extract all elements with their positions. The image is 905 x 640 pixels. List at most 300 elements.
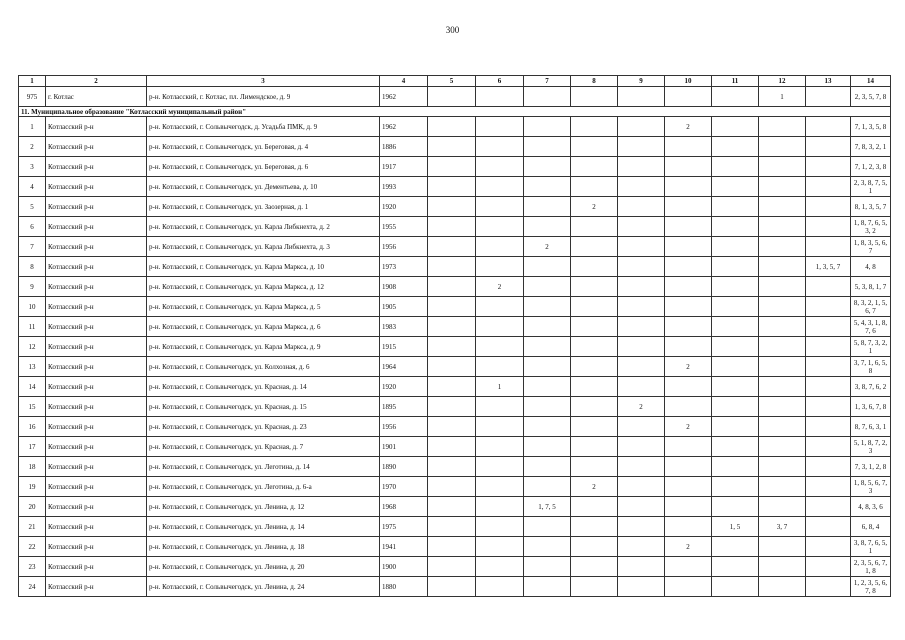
cell-col-8 [571,177,618,197]
cell-col-8 [571,217,618,237]
cell-col-10 [665,457,712,477]
cell-col-9: 2 [618,397,665,417]
cell-col-8 [571,237,618,257]
cell-col-5 [428,237,476,257]
cell-col-3: р-н. Котласский, г. Сольвычегодск, ул. Карла Либкнехта, д. 2 [147,217,380,237]
cell-col-9 [618,497,665,517]
cell-col-3: р-н. Котласский, г. Сольвычегодск, ул. Красная, д. 7 [147,437,380,457]
cell-col-11 [712,577,759,597]
cell-col-13 [806,87,851,107]
cell-col-5 [428,437,476,457]
table-row [19,237,891,257]
cell-col-11 [712,537,759,557]
column-header-14: 14 [851,76,891,87]
cell-col-14: 7, 3, 1, 2, 8 [851,457,891,477]
table-row [19,337,891,357]
cell-col-13 [806,497,851,517]
cell-col-1: 6 [19,217,46,237]
cell-col-8 [571,87,618,107]
cell-col-5 [428,87,476,107]
cell-col-7: 1, 7, 5 [524,497,571,517]
cell-col-5 [428,337,476,357]
cell-col-4: 1962 [380,117,428,137]
cell-col-10: 2 [665,537,712,557]
table-row [19,417,891,437]
cell-col-2: Котласский р-н [46,337,147,357]
cell-col-4: 1993 [380,177,428,197]
cell-col-8 [571,257,618,277]
cell-col-11 [712,397,759,417]
cell-col-10: 2 [665,117,712,137]
cell-col-9 [618,537,665,557]
cell-col-11 [712,477,759,497]
cell-col-5 [428,197,476,217]
cell-col-13 [806,197,851,217]
cell-col-14: 7, 1, 3, 5, 8 [851,117,891,137]
cell-col-8 [571,297,618,317]
cell-col-9 [618,297,665,317]
cell-col-12 [759,117,806,137]
page-number: 300 [445,25,460,35]
cell-col-1: 12 [19,337,46,357]
cell-col-7 [524,297,571,317]
cell-col-10 [665,137,712,157]
cell-col-14: 8, 7, 6, 3, 1 [851,417,891,437]
cell-col-10 [665,317,712,337]
cell-col-7 [524,557,571,577]
cell-col-7 [524,357,571,377]
cell-col-11 [712,357,759,377]
cell-col-5 [428,477,476,497]
cell-col-13 [806,297,851,317]
cell-col-13 [806,557,851,577]
cell-col-13 [806,337,851,357]
cell-col-14: 4, 8, 3, 6 [851,497,891,517]
cell-col-9 [618,317,665,337]
cell-col-5 [428,297,476,317]
cell-col-5 [428,577,476,597]
cell-col-7 [524,177,571,197]
cell-col-6 [476,117,524,137]
cell-col-10 [665,177,712,197]
cell-col-3: р-н. Котласский, г. Сольвычегодск, ул. Береговая, д. 4 [147,137,380,157]
cell-col-2: Котласский р-н [46,417,147,437]
cell-col-6 [476,217,524,237]
cell-col-12 [759,457,806,477]
cell-col-14: 1, 8, 3, 5, 6, 7 [851,237,891,257]
table-row [19,357,891,377]
cell-col-6 [476,417,524,437]
cell-col-12 [759,557,806,577]
cell-col-14: 5, 1, 8, 7, 2, 3 [851,437,891,457]
cell-col-13 [806,377,851,397]
column-header-4: 4 [380,76,428,87]
cell-col-6 [476,337,524,357]
cell-col-7 [524,577,571,597]
cell-col-13 [806,157,851,177]
cell-col-13 [806,577,851,597]
cell-col-13 [806,477,851,497]
cell-col-4: 1908 [380,277,428,297]
table-row [19,577,891,597]
cell-col-11 [712,197,759,217]
cell-col-5 [428,557,476,577]
cell-col-14: 1, 3, 6, 7, 8 [851,397,891,417]
cell-col-1: 11 [19,317,46,337]
cell-col-13 [806,177,851,197]
column-header-6: 6 [476,76,524,87]
cell-col-7 [524,117,571,137]
cell-col-14: 8, 1, 3, 5, 7 [851,197,891,217]
column-header-1: 1 [19,76,46,87]
cell-col-10 [665,397,712,417]
cell-col-4: 1890 [380,457,428,477]
cell-col-12 [759,277,806,297]
cell-col-11 [712,137,759,157]
table-row [19,557,891,577]
cell-col-10 [665,217,712,237]
cell-col-12 [759,177,806,197]
cell-col-9 [618,417,665,437]
table-row [19,257,891,277]
cell-col-8 [571,137,618,157]
cell-col-9 [618,357,665,377]
buildings-table [18,75,891,597]
cell-col-1: 20 [19,497,46,517]
cell-col-9 [618,217,665,237]
cell-col-1: 8 [19,257,46,277]
cell-col-2: Котласский р-н [46,517,147,537]
cell-col-10 [665,257,712,277]
cell-col-2: Котласский р-н [46,437,147,457]
cell-col-11: 1, 5 [712,517,759,537]
cell-col-11 [712,317,759,337]
cell-col-9 [618,477,665,497]
cell-col-10 [665,377,712,397]
cell-col-13 [806,237,851,257]
cell-col-4: 1955 [380,217,428,237]
cell-col-8 [571,497,618,517]
cell-col-8 [571,437,618,457]
column-header-9: 9 [618,76,665,87]
table-row [19,437,891,457]
cell-col-1: 4 [19,177,46,197]
cell-col-11 [712,177,759,197]
cell-col-7 [524,257,571,277]
cell-col-12 [759,157,806,177]
cell-col-3: р-н. Котласский, г. Сольвычегодск, ул. Леготина, д. 14 [147,457,380,477]
cell-col-12 [759,537,806,557]
cell-col-8 [571,417,618,437]
cell-col-2: Котласский р-н [46,377,147,397]
cell-col-3: р-н. Котласский, г. Сольвычегодск, ул. Колхозная, д. 6 [147,357,380,377]
cell-col-5 [428,137,476,157]
cell-col-12 [759,237,806,257]
cell-col-1: 975 [19,87,46,107]
cell-col-4: 1975 [380,517,428,537]
cell-col-6 [476,297,524,317]
cell-col-14: 1, 2, 3, 5, 6, 7, 8 [851,577,891,597]
cell-col-12 [759,197,806,217]
cell-col-3: р-н. Котласский, г. Сольвычегодск, ул. Ленина, д. 24 [147,577,380,597]
cell-col-12: 3, 7 [759,517,806,537]
cell-col-8 [571,537,618,557]
column-header-10: 10 [665,76,712,87]
cell-col-2: г. Котлас [46,87,147,107]
table-row [19,477,891,497]
cell-col-14: 3, 8, 7, 6, 5, 1 [851,537,891,557]
cell-col-10 [665,297,712,317]
cell-col-12 [759,417,806,437]
column-header-11: 11 [712,76,759,87]
cell-col-2: Котласский р-н [46,357,147,377]
cell-col-5 [428,517,476,537]
cell-col-5 [428,357,476,377]
cell-col-2: Котласский р-н [46,177,147,197]
cell-col-6 [476,237,524,257]
cell-col-13 [806,357,851,377]
header-row [19,76,891,87]
cell-col-1: 5 [19,197,46,217]
cell-col-11 [712,417,759,437]
cell-col-6 [476,497,524,517]
cell-col-11 [712,557,759,577]
cell-col-7 [524,377,571,397]
cell-col-10 [665,437,712,457]
cell-col-14: 1, 8, 7, 6, 5, 3, 2 [851,217,891,237]
cell-col-14: 6, 8, 4 [851,517,891,537]
cell-col-14: 1, 8, 5, 6, 7, 3 [851,477,891,497]
cell-col-10 [665,277,712,297]
cell-col-3: р-н. Котласский, г. Сольвычегодск, ул. Карла Маркса, д. 12 [147,277,380,297]
cell-col-13 [806,117,851,137]
cell-col-8 [571,557,618,577]
cell-col-8 [571,397,618,417]
cell-col-12 [759,137,806,157]
cell-col-11 [712,117,759,137]
table-row [19,87,891,107]
cell-col-3: р-н. Котласский, г. Сольвычегодск, ул. Красная, д. 23 [147,417,380,437]
cell-col-13 [806,457,851,477]
cell-col-3: р-н. Котласский, г. Сольвычегодск, ул. Леготина, д. 6-а [147,477,380,497]
cell-col-4: 1956 [380,417,428,437]
cell-col-2: Котласский р-н [46,317,147,337]
cell-col-11 [712,457,759,477]
cell-col-9 [618,517,665,537]
cell-col-6 [476,397,524,417]
cell-col-14: 8, 3, 2, 1, 5, 6, 7 [851,297,891,317]
cell-col-13 [806,397,851,417]
column-header-3: 3 [147,76,380,87]
cell-col-11 [712,377,759,397]
cell-col-5 [428,417,476,437]
cell-col-10: 2 [665,357,712,377]
cell-col-2: Котласский р-н [46,117,147,137]
cell-col-3: р-н. Котласский, г. Сольвычегодск, ул. Карла Маркса, д. 6 [147,317,380,337]
cell-col-11 [712,157,759,177]
cell-col-1: 17 [19,437,46,457]
cell-col-13 [806,517,851,537]
cell-col-4: 1895 [380,397,428,417]
cell-col-2: Котласский р-н [46,157,147,177]
cell-col-4: 1920 [380,197,428,217]
cell-col-3: р-н. Котласский, г. Сольвычегодск, ул. Дементьева, д. 10 [147,177,380,197]
cell-col-2: Котласский р-н [46,197,147,217]
cell-col-6 [476,197,524,217]
cell-col-7 [524,217,571,237]
cell-col-10 [665,497,712,517]
cell-col-3: р-н. Котласский, г. Сольвычегодск, ул. Ленина, д. 18 [147,537,380,557]
cell-col-4: 1915 [380,337,428,357]
cell-col-5 [428,317,476,337]
cell-col-9 [618,577,665,597]
cell-col-13 [806,277,851,297]
table-row [19,117,891,137]
table-row [19,217,891,237]
cell-col-8 [571,377,618,397]
cell-col-4: 1962 [380,87,428,107]
cell-col-11 [712,237,759,257]
cell-col-9 [618,117,665,137]
cell-col-9 [618,277,665,297]
cell-col-8 [571,157,618,177]
cell-col-12: 1 [759,87,806,107]
cell-col-6 [476,557,524,577]
cell-col-11 [712,257,759,277]
cell-col-10 [665,197,712,217]
cell-col-3: р-н. Котласский, г. Сольвычегодск, ул. Карла Маркса, д. 10 [147,257,380,277]
cell-col-5 [428,277,476,297]
cell-col-8 [571,457,618,477]
cell-col-2: Котласский р-н [46,577,147,597]
cell-col-4: 1973 [380,257,428,277]
cell-col-3: р-н. Котласский, г. Сольвычегодск, ул. Ленина, д. 14 [147,517,380,537]
cell-col-7 [524,397,571,417]
cell-col-1: 16 [19,417,46,437]
cell-col-9 [618,87,665,107]
cell-col-4: 1901 [380,437,428,457]
cell-col-2: Котласский р-н [46,557,147,577]
cell-col-11 [712,297,759,317]
cell-col-6 [476,137,524,157]
cell-col-8: 2 [571,477,618,497]
cell-col-1: 15 [19,397,46,417]
cell-col-6 [476,517,524,537]
cell-col-12 [759,497,806,517]
table-row [19,297,891,317]
cell-col-5 [428,257,476,277]
cell-col-6 [476,577,524,597]
cell-col-14: 5, 4, 3, 1, 8, 7, 6 [851,317,891,337]
cell-col-4: 1880 [380,577,428,597]
table-row [19,397,891,417]
table-row [19,457,891,477]
cell-col-2: Котласский р-н [46,457,147,477]
cell-col-9 [618,137,665,157]
cell-col-13 [806,437,851,457]
cell-col-8 [571,357,618,377]
cell-col-12 [759,477,806,497]
cell-col-2: Котласский р-н [46,477,147,497]
cell-col-3: р-н. Котласский, г. Сольвычегодск, ул. Ленина, д. 20 [147,557,380,577]
cell-col-5 [428,457,476,477]
cell-col-10 [665,237,712,257]
cell-col-1: 13 [19,357,46,377]
cell-col-3: р-н. Котласский, г. Котлас, пл. Лимендское, д. 9 [147,87,380,107]
table-row [19,517,891,537]
cell-col-14: 4, 8 [851,257,891,277]
cell-col-1: 14 [19,377,46,397]
cell-col-6 [476,457,524,477]
cell-col-14: 2, 3, 5, 6, 7, 1, 8 [851,557,891,577]
cell-col-13 [806,417,851,437]
column-header-5: 5 [428,76,476,87]
cell-col-12 [759,337,806,357]
cell-col-9 [618,337,665,357]
cell-col-12 [759,297,806,317]
cell-col-2: Котласский р-н [46,257,147,277]
column-header-13: 13 [806,76,851,87]
cell-col-8: 2 [571,197,618,217]
cell-col-3: р-н. Котласский, г. Сольвычегодск, ул. Красная, д. 15 [147,397,380,417]
cell-col-14: 2, 3, 5, 7, 8 [851,87,891,107]
cell-col-4: 1886 [380,137,428,157]
cell-col-5 [428,157,476,177]
cell-col-7: 2 [524,237,571,257]
cell-col-7 [524,277,571,297]
cell-col-7 [524,457,571,477]
cell-col-9 [618,377,665,397]
cell-col-4: 1920 [380,377,428,397]
cell-col-14: 7, 8, 3, 2, 1 [851,137,891,157]
column-header-8: 8 [571,76,618,87]
cell-col-11 [712,87,759,107]
cell-col-3: р-н. Котласский, г. Сольвычегодск, ул. Ленина, д. 12 [147,497,380,517]
cell-col-4: 1970 [380,477,428,497]
table-row [19,537,891,557]
cell-col-8 [571,117,618,137]
cell-col-7 [524,517,571,537]
cell-col-6 [476,357,524,377]
cell-col-6: 1 [476,377,524,397]
cell-col-12 [759,257,806,277]
cell-col-14: 7, 1, 2, 3, 8 [851,157,891,177]
cell-col-7 [524,137,571,157]
cell-col-14: 3, 7, 1, 6, 5, 8 [851,357,891,377]
cell-col-9 [618,257,665,277]
cell-col-10 [665,157,712,177]
cell-col-13 [806,137,851,157]
cell-col-1: 7 [19,237,46,257]
section-header-row [19,107,891,117]
cell-col-5 [428,217,476,237]
cell-col-11 [712,337,759,357]
cell-col-12 [759,317,806,337]
table-row [19,137,891,157]
table-row [19,157,891,177]
cell-col-7 [524,537,571,557]
cell-col-12 [759,377,806,397]
cell-col-12 [759,437,806,457]
cell-col-6: 2 [476,277,524,297]
table-row [19,177,891,197]
cell-col-4: 1968 [380,497,428,517]
cell-col-9 [618,437,665,457]
cell-col-8 [571,317,618,337]
cell-col-10 [665,87,712,107]
cell-col-10 [665,557,712,577]
cell-col-1: 2 [19,137,46,157]
